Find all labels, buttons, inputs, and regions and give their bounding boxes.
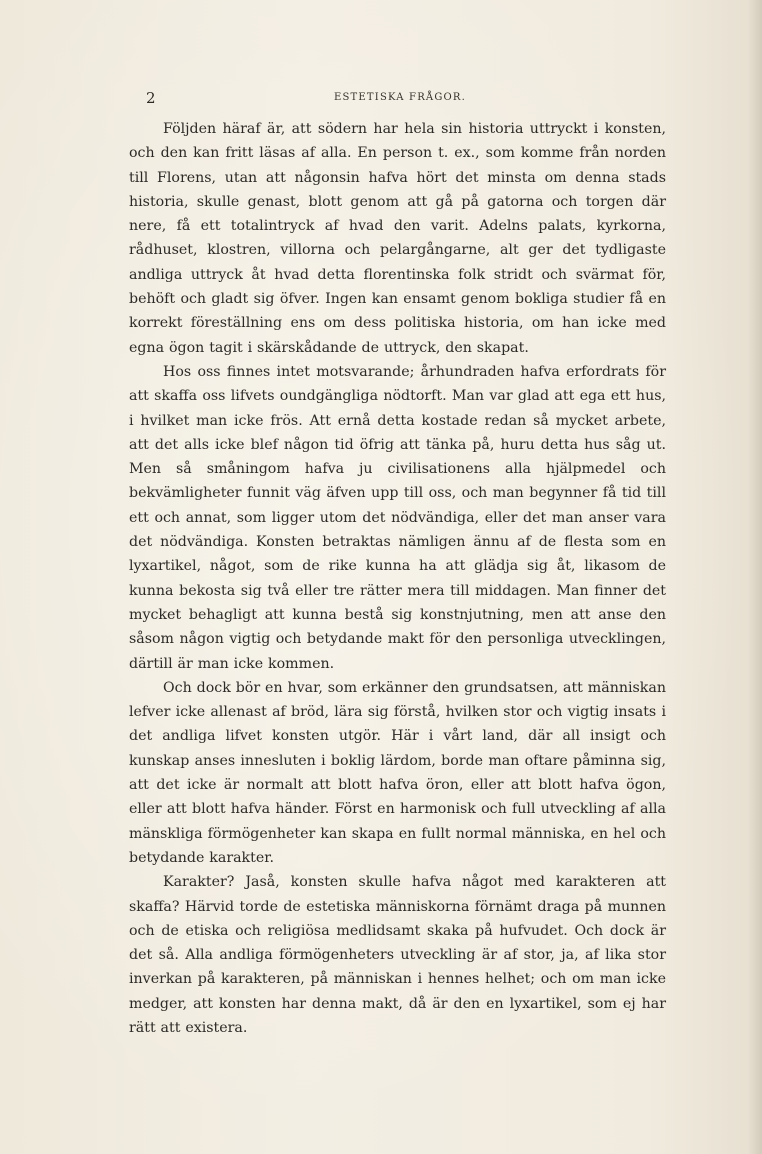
page-edge-shadow — [748, 0, 762, 1154]
running-title: ESTETISKA FRÅGOR. — [334, 92, 467, 103]
body-text — [129, 117, 666, 1040]
page-header — [146, 88, 676, 108]
paragraph-1: Följden häraf är, att södern har hela sin historia uttryckt i konsten, och den kan fritt läsas af alla. En person t. ex., som komme från norden till Florens, utan att någonsin hafva hört det minsta om denna stads historia, skulle genast, blott genom att gå på gatorna och torgen där nere, få ett totalintryck af hvad den varit. Adelns palats, kyrkorna, rådhuset, klostren, villorna och pelargångarne, alt ger det tydligaste andliga uttryck åt hvad detta florentinska folk stridt och svärmat för, behöft och gladt sig öfver. Ingen kan ensamt genom bokliga studier få en korrekt föreställning ens om dess politiska historia, om han icke med egna ögon tagit i skärskådande de uttryck, den skapat. — [129, 121, 666, 356]
paragraph-3: Och dock bör en hvar, som erkänner den grundsatsen, att människan lefver icke allenast af bröd, lära sig förstå, hvilken stor och vigtig insats i det andliga lifvet konsten utgör. Här i vårt land, där all insigt och kunskap anses innesluten i boklig lärdom, borde man oftare påminna sig, att det icke är normalt att blott hafva öron, eller att blott hafva ögon, eller att blott hafva händer. Först en harmonisk och full utveckling af alla mänskliga förmögenheter kan skapa en fullt normal människa, en hel och betydande karakter. — [129, 679, 666, 866]
page-number: 2 — [146, 89, 156, 107]
paragraph-2: Hos oss finnes intet motsvarande; århundraden hafva erfordrats för att skaffa oss lifvets oundgängliga nödtorft. Man var glad att ega ett hus, i hvilket man icke frös. Att ernå detta kostade redan så mycket arbete, att det alls icke blef någon tid öfrig att tänka på, huru detta hus såg ut. Men så småningom hafva ju civilisationens alla hjälpmedel och bekvämligheter funnit väg äfven upp till oss, och man begynner få tid till ett och annat, som ligger utom det nödvändiga, eller det man anser vara det nödvändiga. Konsten betraktas nämligen ännu af de flesta som en lyxartikel, något, som de rike kunna ha att glädja sig åt, likasom de kunna bekosta sig två eller tre rätter mera till middagen. Man finner det mycket behagligt att kunna bestå sig konstnjutning, men att anse den såsom någon vigtig och betydande makt för den personliga utvecklingen, därtill är man icke kommen. — [129, 363, 666, 672]
paragraph-4: Karakter? Jaså, konsten skulle hafva något med karakteren att skaffa? Härvid torde de estetiska människorna förnämt draga på munnen och de etiska och religiösa medlidsamt skaka på hufvudet. Och dock är det så. Alla andliga förmögenheters utveckling är af stor, ja, af lika stor inverkan på karakteren, på människan i hennes helhet; och om man icke medger, att konsten har denna makt, då är den en lyxartikel, som ej har rätt att existera. — [129, 874, 666, 1036]
